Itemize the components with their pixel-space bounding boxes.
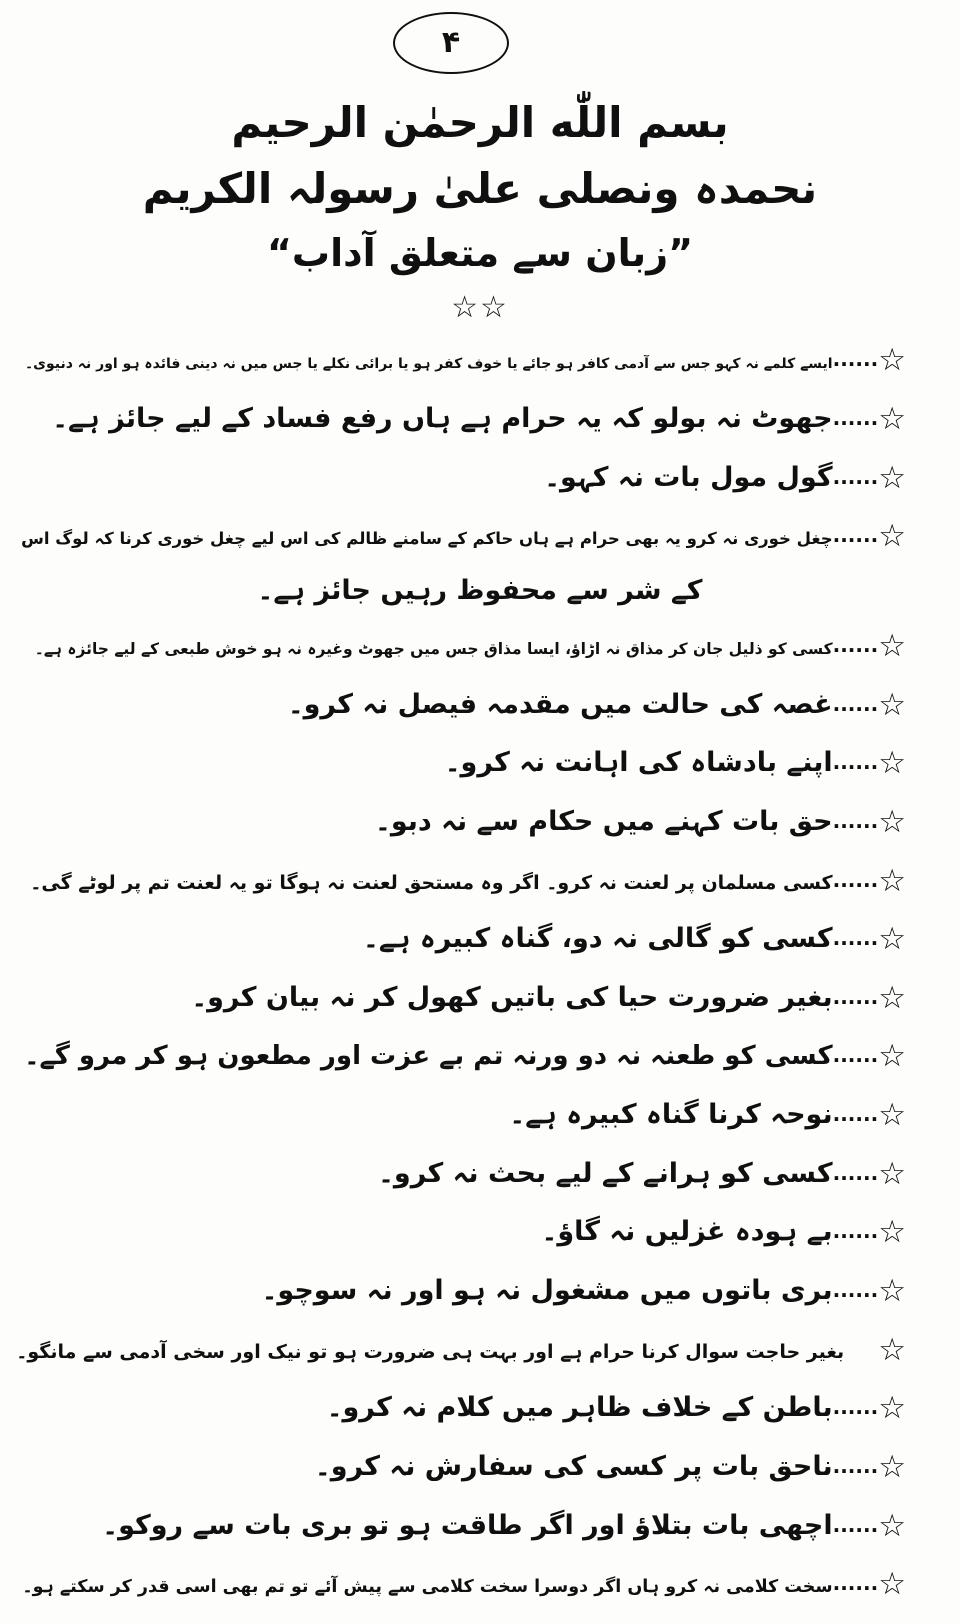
list-item-line [14,402,906,438]
list-item-line [14,1567,906,1603]
list-item [14,629,906,665]
item-text: نوحہ کرنا گناہ کبیرہ ہے۔ [509,1099,833,1131]
list-item [14,688,906,724]
item-text: چغل خوری نہ کرو یہ بھی حرام ہے ہاں حاکم کے سامنے ظالم کی اس لیے چغل خوری کرنا کہ لوگ اس [21,529,833,549]
list-item [14,1333,906,1369]
list-item-line [14,922,906,958]
dotted-leader: ...... [832,1160,879,1185]
list-item-line [14,343,906,379]
list-item-line [14,519,906,555]
list-item [14,402,906,438]
page-header [10,12,950,325]
list-item [14,1157,906,1193]
dotted-leader: ...... [832,464,879,489]
list-item-line [14,1098,906,1134]
list-item [14,805,906,841]
item-text: اپنے بادشاہ کی اہانت نہ کرو۔ [444,747,833,779]
item-text: حق بات کہنے میں حکام سے نہ دبو۔ [375,805,833,837]
list-item [14,343,906,379]
list-item [14,922,906,958]
item-text: کسی کو طعنہ نہ دو ورنہ تم بے عزت اور مطعون ہو کر مرو گے۔ [24,1041,833,1072]
list-item [14,1215,906,1251]
star-bullet-icon: ☆ [878,1097,906,1134]
item-text: کسی مسلمان پر لعنت نہ کرو۔ اگر وہ مستحق لعنت نہ ہوگا تو یہ لعنت تم پر لوٹے گی۔ [30,871,833,894]
item-text-continuation: کے شر سے محفوظ رہیں جائز ہے۔ [257,574,703,606]
item-text: گول مول بات نہ کہو۔ [544,461,833,493]
list-item-line [14,1274,906,1310]
dotted-leader: ...... [832,1219,879,1244]
item-text: سخت کلامی نہ کرو ہاں اگر دوسرا سخت کلامی سے پیش آئے تو تم بھی اسی قدر کر سکتے ہو۔ [22,1577,833,1598]
list-item-line [14,1509,906,1545]
star-bullet-icon: ☆ [878,745,906,782]
dotted-leader: ...... [832,1512,879,1537]
list-item-line [14,688,906,724]
list-item [14,1391,906,1427]
list-item [14,1509,906,1545]
list-item-line [14,746,906,782]
star-bullet-icon: ☆ [878,1214,906,1251]
dotted-leader: ...... [832,750,879,775]
list-item [14,1450,906,1486]
stars-divider-icon: ☆☆ [451,290,509,326]
item-text: اچھی بات بتلاؤ اور اگر طاقت ہو تو بری بات سے روکو۔ [102,1509,833,1541]
list-item [14,461,906,497]
star-bullet-icon: ☆ [878,1390,906,1427]
dotted-leader: ...... [832,984,879,1009]
list-item [14,864,906,900]
dotted-leader: ...... [832,808,879,833]
item-text: بغیر حاجت سوال کرنا حرام ہے اور بہت ہی ضرورت ہو تو نیک اور سخی آدمی سے مانگو۔ [16,1340,845,1363]
dotted-leader: ...... [832,926,879,951]
star-bullet-icon: ☆ [878,1566,906,1603]
item-text: بغیر ضرورت حیا کی باتیں کھول کر نہ بیان کرو۔ [191,981,833,1013]
dotted-leader: ...... [832,1043,879,1068]
section-title: ”زبان سے متعلق آداب“ [266,230,694,275]
item-text: کسی کو گالی نہ دو، گناہ کبیرہ ہے۔ [363,923,833,955]
item-text: ایسے کلمے نہ کہو جس سے آدمی کافر ہو جائے یا خوف کفر ہو یا برائی نکلے یا جس میں نہ دینی فائدہ ہو اور نہ دنیوی۔ [24,356,833,373]
list-item [14,1098,906,1134]
star-bullet-icon: ☆ [878,1507,906,1544]
item-text: جھوٹ نہ بولو کہ یہ حرام ہے ہاں رفع فساد کے لیے جائز ہے۔ [52,403,833,435]
dotted-leader: ...... [832,632,879,657]
list-item-line [14,1039,906,1075]
list-item [14,746,906,782]
list-item [14,1274,906,1310]
list-item [14,519,906,606]
dotted-leader: ...... [832,1453,879,1478]
star-bullet-icon: ☆ [878,803,906,840]
list-item-line [14,864,906,900]
star-bullet-icon: ☆ [878,1155,906,1192]
list-item-line [14,981,906,1017]
list-item [14,1567,906,1603]
star-bullet-icon: ☆ [878,979,906,1016]
item-text: بے ہودہ غزلیں نہ گاؤ۔ [541,1216,833,1248]
dotted-leader: ...... [832,1395,879,1420]
star-bullet-icon: ☆ [878,862,906,899]
star-bullet-icon: ☆ [878,1448,906,1485]
item-text: ناحق بات پر کسی کی سفارش نہ کرو۔ [314,1450,833,1482]
dotted-leader: ...... [832,347,879,372]
dotted-leader: ...... [832,1278,879,1303]
dotted-leader: ...... [832,523,879,548]
star-bullet-icon: ☆ [878,401,906,438]
item-text: غصہ کی حالت میں مقدمہ فیصل نہ کرو۔ [287,688,833,720]
list-item-line [14,1391,906,1427]
dotted-leader: ...... [832,1571,879,1596]
page-number-badge: ۴ [393,12,509,74]
dotted-leader: ...... [832,867,879,892]
star-bullet-icon: ☆ [878,627,906,664]
dotted-leader: ...... [832,691,879,716]
hamdala-line: نحمدہ ونصلی علیٰ رسولہ الکریم [142,164,818,214]
dotted-leader: ...... [832,1102,879,1127]
star-bullet-icon: ☆ [878,518,906,555]
star-bullet-icon: ☆ [878,921,906,958]
list-item-line [14,805,906,841]
star-bullet-icon: ☆ [878,1038,906,1075]
list-item-line [14,461,906,497]
etiquette-list [10,343,950,1603]
item-text: باطن کے خلاف ظاہر میں کلام نہ کرو۔ [326,1392,833,1424]
bismillah-line: بسم اللّٰه الرحمٰن الرحیم [231,98,729,147]
item-text: کسی کو ہرانے کے لیے بحث نہ کرو۔ [378,1157,833,1189]
list-item-line [14,1333,906,1369]
star-bullet-icon: ☆ [878,459,906,496]
list-item [14,1039,906,1075]
list-item-line [14,1450,906,1486]
list-item-line [14,1215,906,1251]
star-bullet-icon: ☆ [878,1331,906,1368]
item-text: بری باتوں میں مشغول نہ ہو اور نہ سوچو۔ [261,1275,833,1307]
list-item-line [14,629,906,665]
list-item-line [14,1157,906,1193]
item-text: کسی کو ذلیل جان کر مذاق نہ اڑاؤ، ایسا مذاق جس میں جھوٹ وغیرہ نہ ہو خوش طبعی کے لیے جائزہ ہے۔ [34,639,833,658]
star-bullet-icon: ☆ [878,342,906,379]
list-item [14,981,906,1017]
star-bullet-icon: ☆ [878,1273,906,1310]
star-bullet-icon: ☆ [878,686,906,723]
dotted-leader: ...... [832,406,879,431]
